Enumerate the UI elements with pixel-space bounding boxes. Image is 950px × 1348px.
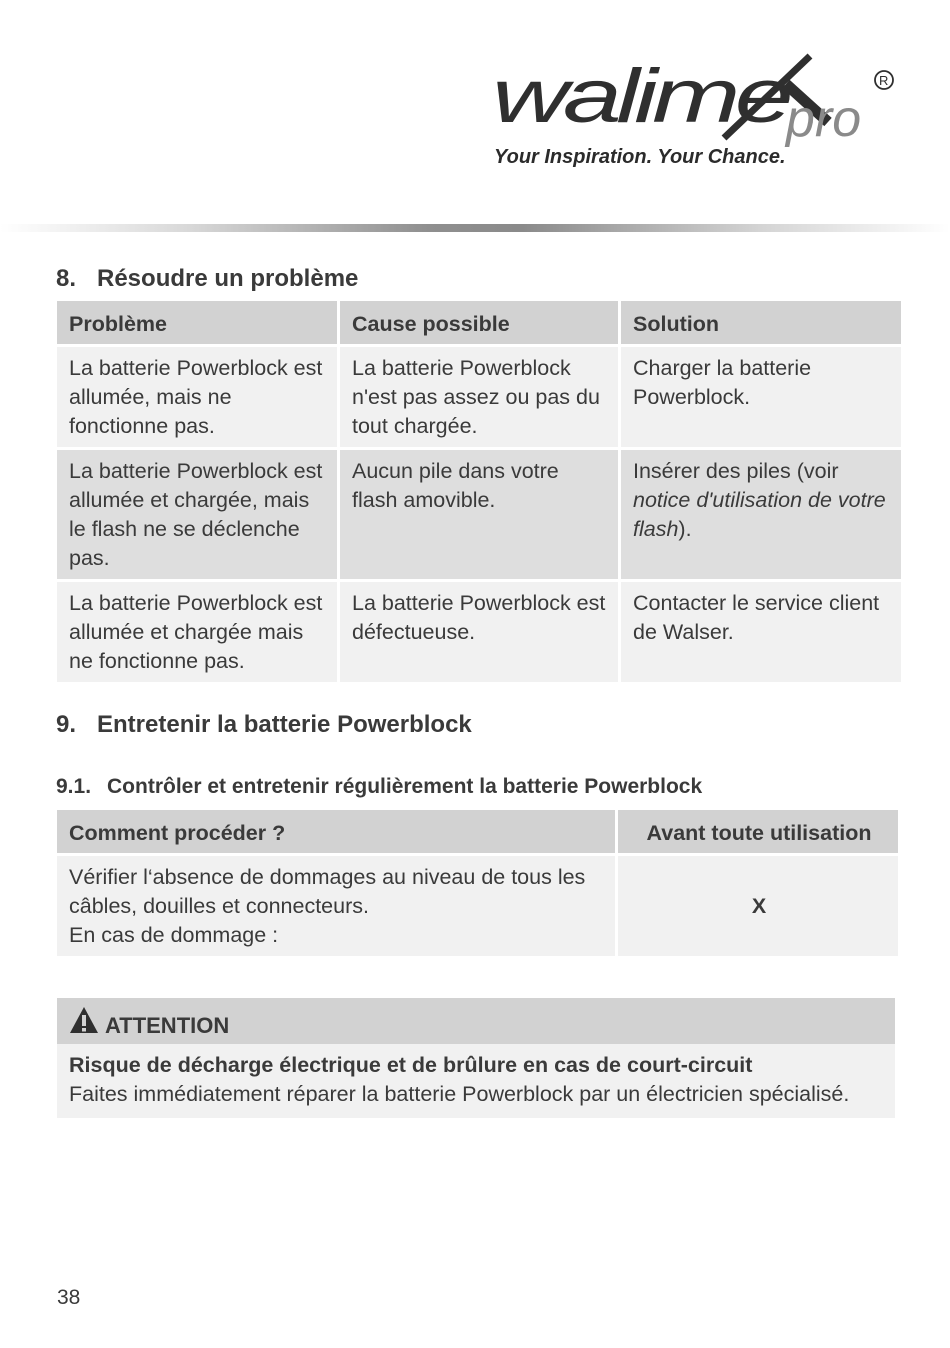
header-problem: Problème (57, 301, 337, 344)
table-header-row (57, 810, 898, 853)
solution-cell: Contacter le service client de Walser. (621, 582, 901, 682)
page-number: 38 (57, 1286, 81, 1309)
before-use-mark: X (618, 856, 898, 956)
problem-cell: La batterie Powerblock est allumée et chargée mais ne fonctionne pas. (57, 582, 337, 682)
table-row (57, 582, 901, 682)
warning-triangle-icon (69, 1006, 99, 1034)
procedure-text: Vérifier l‘absence de dommages au niveau de tous les câbles, douilles et connecteurs. (69, 865, 586, 918)
attention-body (57, 1044, 895, 1118)
solution-cell: Charger la batterie Powerblock. (621, 347, 901, 447)
solution-text-end: ). (678, 517, 692, 541)
attention-warning-text: Faites immédiatement réparer la batterie Powerblock par un électricien spécialisé. (69, 1082, 850, 1106)
section-title-text: Résoudre un problème (97, 265, 359, 292)
svg-text:R: R (879, 73, 889, 88)
header-before-use: Avant toute utilisation (618, 810, 898, 853)
header-cause: Cause possible (340, 301, 618, 344)
troubleshooting-table (54, 298, 904, 685)
procedure-cell (57, 856, 615, 956)
section-title-text: Entretenir la batterie Powerblock (97, 711, 472, 738)
svg-text:walime: walime (492, 54, 791, 139)
subsection-number: 9.1. (56, 775, 92, 798)
tagline: Your Inspiration. Your Chance. (494, 146, 786, 168)
section-number: 9. (56, 711, 77, 738)
subsection-9-1-title (56, 775, 702, 799)
header-solution: Solution (621, 301, 901, 344)
table-row (57, 856, 898, 956)
header-divider (0, 224, 950, 232)
section-8-title (56, 265, 358, 293)
attention-label: ATTENTION (105, 1013, 230, 1038)
section-9-title (56, 711, 472, 739)
solution-cell (621, 450, 901, 579)
walimex-pro-logo (490, 52, 900, 152)
problem-cell: La batterie Powerblock est allumée, mais ne fonctionne pas. (57, 347, 337, 447)
svg-text:pro: pro (786, 90, 862, 148)
attention-header (57, 998, 895, 1044)
cause-cell: La batterie Powerblock est défectueuse. (340, 582, 618, 682)
attention-warning-bold: Risque de décharge électrique et de brûlure en cas de court-circuit (69, 1053, 753, 1077)
section-number: 8. (56, 265, 77, 292)
subsection-title-text: Contrôler et entretenir régulièrement la batterie Powerblock (107, 775, 703, 798)
procedure-text-line2: En cas de dommage : (69, 923, 279, 947)
solution-italic-text: notice d'utilisation de votre flash (633, 488, 886, 541)
table-row (57, 450, 901, 579)
solution-text: Insérer des piles (voir (633, 459, 839, 483)
problem-cell: La batterie Powerblock est allumée et chargée, mais le flash ne se déclenche pas. (57, 450, 337, 579)
table-row (57, 347, 901, 447)
maintenance-table (54, 807, 901, 959)
table-header-row (57, 301, 901, 344)
attention-box (57, 998, 895, 1118)
cause-cell: Aucun pile dans votre flash amovible. (340, 450, 618, 579)
header-procedure: Comment procéder ? (57, 810, 615, 853)
cause-cell: La batterie Powerblock n'est pas assez ou pas du tout chargée. (340, 347, 618, 447)
